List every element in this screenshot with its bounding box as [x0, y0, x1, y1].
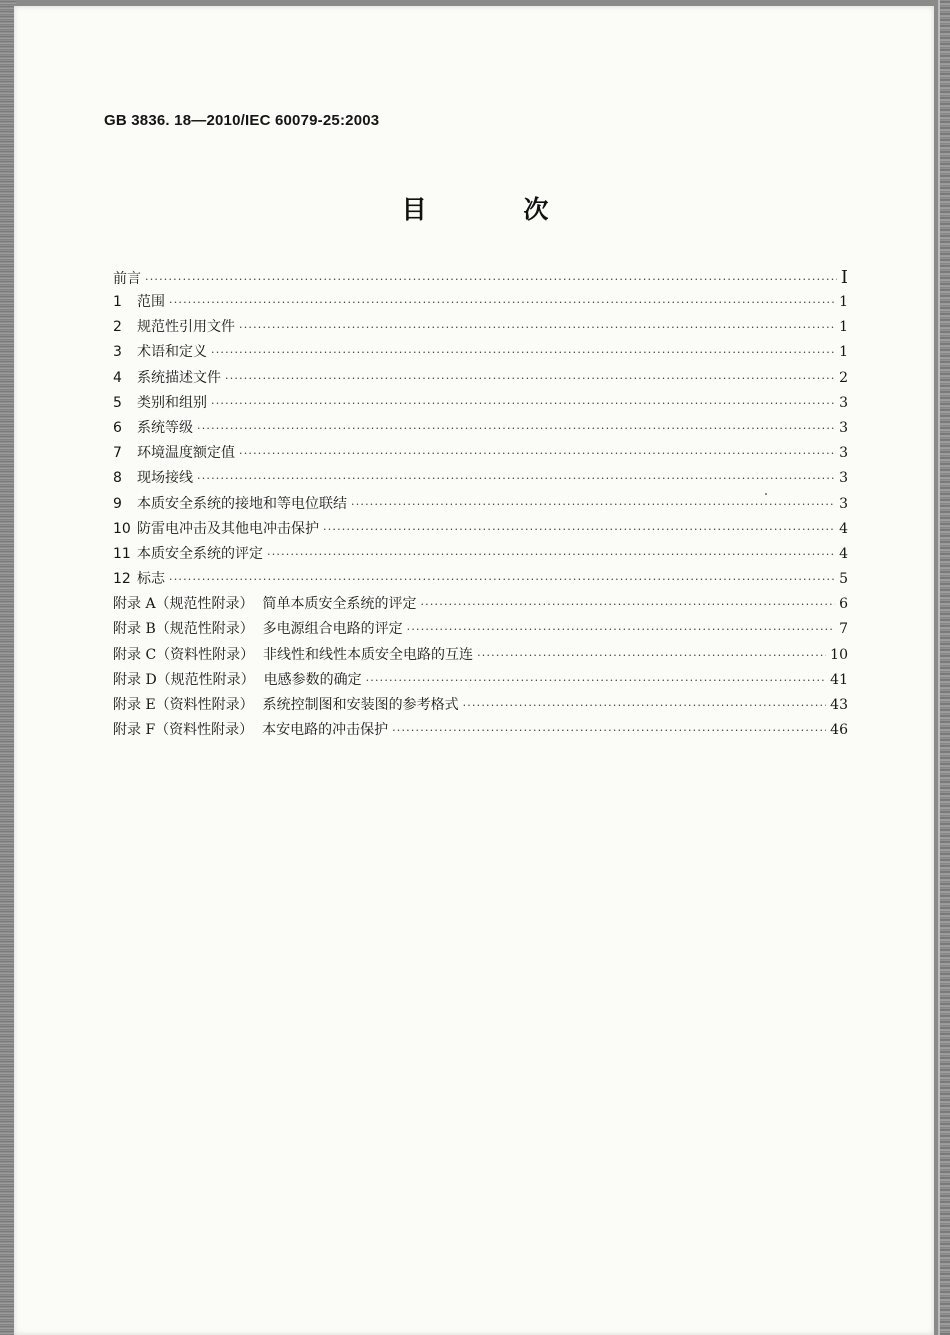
- toc-entry-text: 系统等级: [137, 419, 193, 436]
- toc-entry[interactable]: [113, 592, 848, 617]
- toc-page-number: 1: [839, 294, 848, 310]
- toc-entry-number: 9: [113, 495, 122, 512]
- toc-entry-number: 12: [113, 571, 131, 588]
- toc-dot-leader: [392, 718, 826, 743]
- toc-entry-label: [113, 668, 362, 693]
- toc-dot-leader: [211, 340, 835, 365]
- toc-entry-label: [113, 693, 459, 718]
- toc-page-number: 3: [839, 470, 848, 487]
- toc-entry-text: 标志: [137, 571, 165, 588]
- toc-entry-label: [113, 290, 165, 315]
- toc-entry-text: 附录 B（规范性附录） 多电源组合电路的评定: [113, 621, 403, 638]
- toc-dot-leader: [239, 441, 835, 466]
- toc-entry[interactable]: [113, 441, 848, 466]
- toc-entry[interactable]: [113, 340, 848, 365]
- toc-entry-text: 类别和组别: [137, 394, 207, 411]
- standard-number: GB 3836. 18—2010/IEC 60079-25:2003: [104, 112, 380, 129]
- toc-entry-number: 5: [113, 394, 122, 411]
- toc-entry[interactable]: [113, 391, 848, 416]
- toc-entry-text: 规范性引用文件: [137, 319, 235, 336]
- toc-entry[interactable]: [113, 517, 848, 542]
- toc-entry-text: 术语和定义: [137, 344, 207, 361]
- toc-page-number: I: [840, 267, 848, 288]
- toc-dot-leader: [225, 366, 835, 391]
- toc-page-number: 7: [839, 621, 848, 638]
- toc-entry-label: [113, 643, 473, 668]
- toc-page-number: 41: [830, 671, 848, 688]
- toc-entry-text: 前言: [113, 271, 141, 287]
- toc-page-number: 5: [839, 571, 848, 588]
- toc-entry-number: 8: [113, 470, 122, 487]
- toc-dot-leader: [145, 267, 837, 292]
- toc-page-number: 3: [839, 445, 848, 462]
- toc-entry-number: 3: [113, 344, 122, 361]
- toc-entry-text: 范围: [137, 294, 165, 310]
- toc-dot-leader: [197, 416, 835, 441]
- toc-page-number: 1: [839, 319, 848, 336]
- toc-page-number: 46: [830, 722, 848, 739]
- toc-dot-leader: [366, 668, 827, 693]
- toc-entry-text: 附录 C（资料性附录） 非线性和线性本质安全电路的互连: [113, 646, 474, 663]
- toc-page-number: 3: [839, 419, 848, 436]
- toc-page-number: 1: [839, 344, 848, 361]
- scan-speck: [765, 493, 767, 495]
- toc-entry-label: [113, 617, 403, 642]
- toc-entry-label: [113, 567, 165, 592]
- toc-entry[interactable]: [113, 492, 848, 517]
- toc-entry-text: 系统描述文件: [137, 369, 221, 386]
- toc-entry-number: 4: [113, 369, 122, 386]
- toc-dot-leader: [197, 466, 835, 491]
- toc-entry-number: 6: [113, 419, 122, 436]
- toc-entry[interactable]: [113, 416, 848, 441]
- toc-entry-label: [113, 267, 141, 292]
- toc-entry[interactable]: [113, 643, 848, 668]
- toc-entry-label: [113, 517, 319, 542]
- toc-page-number: 2: [839, 369, 848, 386]
- toc-entry[interactable]: [113, 366, 848, 391]
- toc-entry-text: 附录 D（规范性附录） 电感参数的确定: [113, 671, 362, 688]
- toc-dot-leader: [211, 391, 835, 416]
- toc-page-number: 3: [839, 394, 848, 411]
- toc-dot-leader: [351, 492, 835, 517]
- page-title: 目 次: [401, 195, 593, 224]
- toc-dot-leader: [267, 542, 835, 567]
- toc-entry[interactable]: [113, 466, 848, 491]
- toc-entry[interactable]: [113, 542, 848, 567]
- toc-entry-label: [113, 416, 193, 441]
- toc-entry-number: 7: [113, 445, 122, 462]
- toc-entry[interactable]: [113, 567, 848, 592]
- toc-page-number: 10: [830, 646, 848, 663]
- toc-entry-label: [113, 718, 388, 743]
- toc-entry-label: [113, 366, 221, 391]
- toc-entry-label: [113, 592, 416, 617]
- toc-entry-label: [113, 315, 235, 340]
- toc-entry[interactable]: [113, 693, 848, 718]
- toc-dot-leader: [463, 693, 827, 718]
- table-of-contents: [113, 265, 848, 743]
- toc-entry-text: 附录 E（资料性附录） 系统控制图和安装图的参考格式: [113, 697, 459, 713]
- toc-dot-leader: [323, 517, 835, 542]
- toc-entry[interactable]: [113, 668, 848, 693]
- toc-entry-text: 附录 F（资料性附录） 本安电路的冲击保护: [113, 722, 389, 739]
- toc-dot-leader: [239, 315, 835, 340]
- toc-dot-leader: [420, 592, 835, 617]
- toc-entry-text: 环境温度额定值: [137, 445, 235, 462]
- toc-page-number: 6: [839, 596, 848, 613]
- toc-page-number: 3: [839, 495, 848, 512]
- toc-entry-number: 2: [113, 319, 122, 336]
- toc-dot-leader: [169, 567, 835, 592]
- toc-entry-text: 本质安全系统的接地和等电位联结: [137, 495, 347, 512]
- toc-entry-number: 1: [113, 294, 122, 310]
- toc-dot-leader: [407, 617, 835, 642]
- toc-page-number: 4: [839, 545, 848, 562]
- toc-entry-label: [113, 441, 235, 466]
- toc-entry-label: [113, 492, 347, 517]
- toc-entry-label: [113, 340, 207, 365]
- toc-entry-label: [113, 542, 263, 567]
- toc-entry-label: [113, 391, 207, 416]
- toc-entry-label: [113, 466, 193, 491]
- toc-entry[interactable]: [113, 290, 848, 315]
- toc-entry[interactable]: [113, 315, 848, 340]
- toc-page-number: 4: [839, 520, 848, 537]
- toc-entry-number: 10: [113, 520, 131, 537]
- toc-entry-text: 附录 A（规范性附录） 简单本质安全系统的评定: [113, 596, 417, 613]
- toc-entry[interactable]: [113, 265, 848, 290]
- toc-entry-text: 本质安全系统的评定: [137, 545, 263, 562]
- toc-dot-leader: [169, 290, 835, 315]
- toc-entry-text: 防雷电冲击及其他电冲击保护: [137, 520, 319, 537]
- toc-entry-number: 11: [113, 545, 131, 562]
- toc-entry[interactable]: [113, 718, 848, 743]
- toc-entry-text: 现场接线: [137, 470, 193, 487]
- toc-entry[interactable]: [113, 617, 848, 642]
- toc-dot-leader: [477, 643, 826, 668]
- toc-page-number: 43: [830, 697, 848, 713]
